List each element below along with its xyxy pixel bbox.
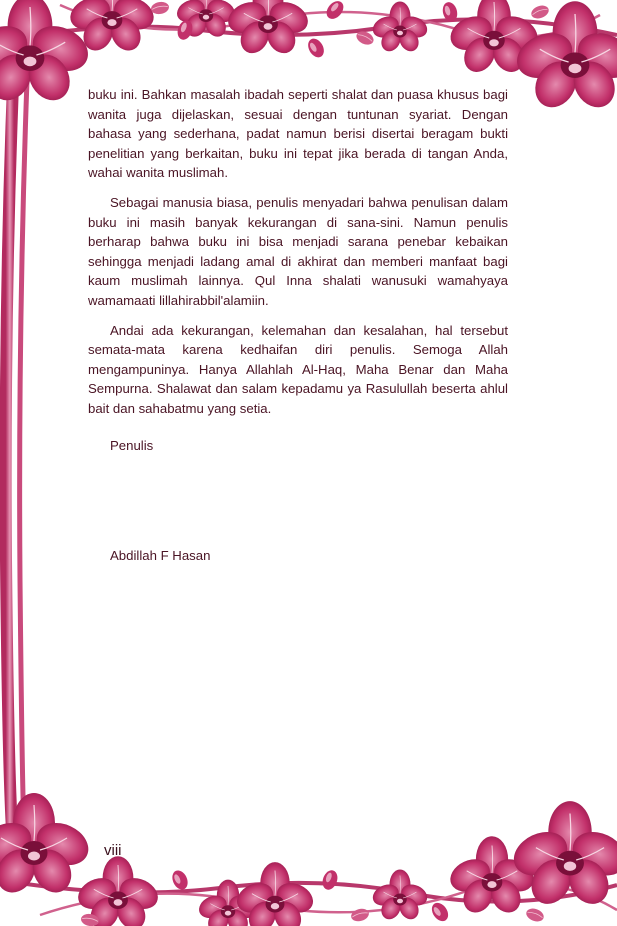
signoff-role: Penulis bbox=[110, 438, 154, 453]
body-text bbox=[88, 85, 508, 429]
page-number: viii bbox=[104, 842, 122, 859]
author-name: Abdillah F Hasan bbox=[110, 548, 211, 563]
paragraph-1: buku ini. Bahkan masalah ibadah seperti shalat dan puasa khusus bagi wanita juga dijelaskan, sesuai dengan tuntunan syariat. Dengan bahasa yang sederhana, padat namun berisi disertai beragam bukti penelitian yang berkaitan, buku ini tepat jika berada di tangan Anda, wahai wanita muslimah. bbox=[88, 87, 508, 181]
paragraph-2: Sebagai manusia biasa, penulis menyadari bahwa penulisan dalam buku ini masih banyak kekurangan di sana-sini. Namun penulis berharap bahwa buku ini bisa menjadi sarana penebar kebaikan sehingga menjadi ladang amal di akhirat dan memberi manfaat bagi kaum muslimah lainnya. Qul Inna shalati wanusuki wamahyaya wamamaati lillahirabbil'alamiin. bbox=[88, 194, 508, 308]
paragraph-3: Andai ada kekurangan, kelemahan dan kesalahan, hal tersebut semata-mata karena kedhaifan diri penulis. Semoga Allah mengampuninya. Hanya Allahlah Al-Haq, Maha Benar dan Maha Sempurna. Shalawat dan salam kepadamu ya Rasulullah beserta ahlul bait dan sahabatmu yang setia. bbox=[88, 322, 508, 416]
